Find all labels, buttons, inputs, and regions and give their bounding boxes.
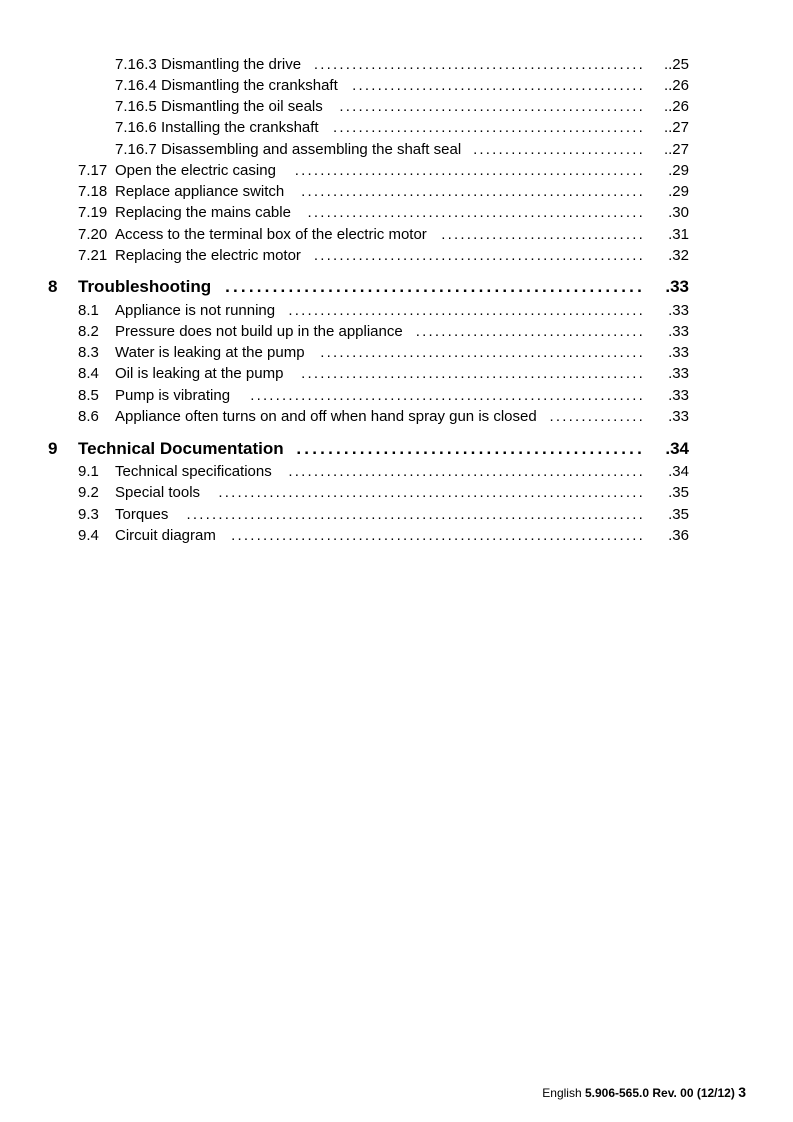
toc-chapter-title: Troubleshooting [78,277,212,296]
toc-entry-number: 7.16.7 [115,141,157,158]
toc-leader-dots: ........................................................ [288,463,645,480]
toc-entry-page: .33 [668,302,689,319]
toc-entry-7-20[interactable] [0,225,793,245]
toc-entry-7-16-7[interactable] [0,140,793,160]
toc-leader-dots: ..................................................... [307,204,645,221]
toc-entry-page: .35 [668,484,689,501]
toc-chapter-number: 8 [48,277,58,296]
toc-entry-7-21[interactable] [0,246,793,266]
toc-entry-title: Dismantling the oil seals [161,98,323,115]
toc-entry-7-16-6[interactable] [0,118,793,138]
toc-entry-title: Replacing the mains cable [115,204,291,221]
toc-leader-dots: ........................................................ [288,302,645,319]
toc-entry-number: 7.18 [78,183,108,200]
toc-entry-title: Circuit diagram [115,527,216,544]
footer-document-number: 5.906-565.0 Rev. 00 (12/12) [584,1086,735,1100]
toc-entry-page: .31 [668,226,689,243]
toc-entry-8-4[interactable] [0,364,793,384]
page-footer [542,1084,746,1101]
toc-entry-8-1[interactable] [0,301,793,321]
toc-entry-page: .30 [668,204,689,221]
toc-entry-title: Pump is vibrating [115,387,231,404]
toc-chapter-page: .34 [665,439,689,458]
toc-entry-page: .33 [668,344,689,361]
toc-entry-title: Open the electric casing [115,162,276,179]
toc-entry-number: 9.2 [78,484,99,501]
toc-entry-number: 8.2 [78,323,99,340]
toc-entry-7-16-5[interactable] [0,97,793,117]
toc-leader-dots: ....................................................... [294,162,645,179]
toc-entry-page: .29 [668,162,689,179]
toc-entry-title: Technical specifications [115,463,272,480]
toc-entry-9-4[interactable] [0,526,793,546]
toc-entry-number: 8.6 [78,408,99,425]
toc-entry-title: Appliance is not running [115,302,276,319]
footer-page-number: 3 [738,1084,746,1100]
toc-leader-dots: .............................................. [352,77,645,94]
toc-entry-page: .33 [668,365,689,382]
toc-leader-dots: .................................................... [313,247,645,264]
toc-leader-dots: .............................................................. [250,387,645,404]
toc-entry-title: Water is leaking at the pump [115,344,305,361]
toc-entry-page: .33 [668,323,689,340]
footer-language: English [542,1086,582,1100]
toc-entry-title: Replacing the electric motor [115,247,301,264]
toc-leader-dots: ................................ [441,226,645,243]
toc-entry-title: Oil is leaking at the pump [115,365,284,382]
toc-entry-7-18[interactable] [0,182,793,202]
toc-entry-page: .32 [668,247,689,264]
toc-leader-dots: ...................................................... [301,183,645,200]
toc-leader-dots: .................................................... [313,56,645,73]
toc-leader-dots: ............................................ [296,439,645,458]
toc-chapter-9[interactable] [0,438,793,458]
toc-entry-title: Access to the terminal box of the electric motor [115,226,427,243]
toc-entry-title: Special tools [115,484,201,501]
toc-entry-page: ..27 [663,141,689,158]
toc-entry-title: Pressure does not build up in the appliance [115,323,403,340]
toc-entry-number: 7.20 [78,226,108,243]
toc-entry-title: Appliance often turns on and off when hand spray gun is closed [115,408,537,425]
toc-chapter-number: 9 [48,439,58,458]
toc-entry-page: .29 [668,183,689,200]
toc-entry-number: 8.1 [78,302,99,319]
toc-leader-dots: .................................... [415,323,645,340]
toc-entry-page: ..26 [663,77,689,94]
toc-entry-title: Installing the crankshaft [161,119,319,136]
toc-leader-dots: ................................................................... [218,484,645,501]
toc-leader-dots: ............... [549,408,645,425]
toc-entry-7-17[interactable] [0,161,793,181]
toc-leader-dots: ................................................. [332,119,645,136]
toc-entry-page: .33 [668,387,689,404]
toc-entry-number: 9.3 [78,506,99,523]
toc-entry-number: 7.17 [78,162,108,179]
toc-entry-page: .35 [668,506,689,523]
toc-leader-dots: ..................................................... [225,277,645,296]
toc-entry-number: 9.4 [78,527,99,544]
toc-entry-number: 7.16.3 [115,56,157,73]
toc-entry-title: Dismantling the drive [161,56,302,73]
toc-entry-number: 7.16.5 [115,98,157,115]
toc-entry-9-2[interactable] [0,483,793,503]
toc-leader-dots: ........................................................................ [186,506,645,523]
toc-entry-page: ..27 [663,119,689,136]
toc-entry-number: 8.5 [78,387,99,404]
toc-leader-dots: ................................................... [320,344,645,361]
toc-entry-8-5[interactable] [0,386,793,406]
toc-leader-dots: ................................................................. [231,527,645,544]
toc-entry-title: Replace appliance switch [115,183,285,200]
toc-entry-8-2[interactable] [0,322,793,342]
toc-leader-dots: ........................... [473,141,645,158]
toc-entry-number: 7.16.4 [115,77,157,94]
toc-entry-number: 8.3 [78,344,99,361]
toc-entry-title: Dismantling the crankshaft [161,77,338,94]
toc-entry-number: 7.21 [78,247,108,264]
toc-entry-title: Torques [115,506,169,523]
toc-leader-dots: ...................................................... [301,365,645,382]
toc-entry-number: 7.16.6 [115,119,157,136]
toc-entry-8-3[interactable] [0,343,793,363]
toc-chapter-title: Technical Documentation [78,439,284,458]
toc-entry-7-16-3[interactable] [0,55,793,75]
toc-entry-number: 7.19 [78,204,108,221]
toc-entry-page: ..25 [663,56,689,73]
toc-entry-page: .33 [668,408,689,425]
toc-chapter-8[interactable] [0,276,793,296]
toc-entry-7-19[interactable] [0,203,793,223]
toc-entry-8-6[interactable] [0,407,793,427]
toc-entry-9-3[interactable] [0,505,793,525]
toc-entry-page: ..26 [663,98,689,115]
toc-entry-title: Disassembling and assembling the shaft seal [161,141,462,158]
toc-entry-number: 9.1 [78,463,99,480]
toc-chapter-page: .33 [665,277,689,296]
toc-entry-7-16-4[interactable] [0,76,793,96]
toc-entry-page: .34 [668,463,689,480]
toc-entry-page: .36 [668,527,689,544]
toc-entry-number: 8.4 [78,365,99,382]
toc-leader-dots: ................................................ [339,98,645,115]
toc-entry-9-1[interactable] [0,462,793,482]
